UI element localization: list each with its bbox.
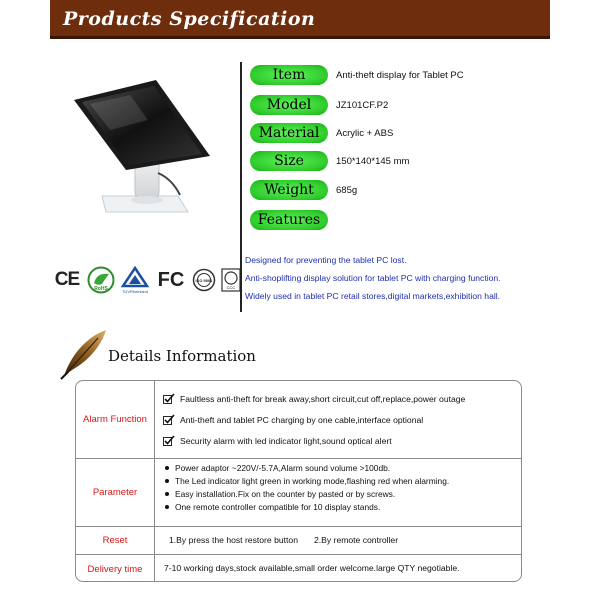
delivery-time-label: Delivery time <box>76 555 155 582</box>
spec-value-weight: 685g <box>336 184 358 196</box>
quill-feather-icon <box>58 328 110 380</box>
check-icon <box>163 393 175 404</box>
delivery-time-value: 7-10 working days,stock available,small order welcome.large QTY negotiable. <box>164 563 460 573</box>
spec-label-material: Material <box>250 123 328 143</box>
ce-mark-logo: CE <box>54 269 80 290</box>
details-information-heading: Details Information <box>108 347 256 365</box>
parameter-item-text: Easy installation.Fix on the counter by pasted or by screws. <box>175 489 396 499</box>
alarm-item-text: Security alarm with led indicator light,sound optical alert <box>180 435 392 446</box>
spec-label-item: Item <box>250 65 328 85</box>
spec-value-item: Anti-theft display for Tablet PC <box>336 69 464 81</box>
ccc-logo <box>221 268 241 292</box>
spec-label-size: Size <box>250 151 328 171</box>
check-icon <box>163 414 175 425</box>
feature-line: Anti-shoplifting display solution for tablet PC with charging function. <box>245 273 501 283</box>
alarm-item-text: Faultless anti-theft for break away,short circuit,cut off,replace,power outage <box>180 393 466 404</box>
reset-option-2: 2.By remote controller <box>314 535 399 545</box>
alarm-item <box>163 414 423 425</box>
spec-label-model: Model <box>250 95 328 115</box>
ccc-text: CCC <box>226 285 236 290</box>
parameter-item <box>165 489 395 499</box>
banner-title: Products Specification <box>63 8 316 30</box>
table-row-reset <box>76 526 521 554</box>
iso-logo <box>192 268 216 292</box>
spec-row-item <box>250 65 464 85</box>
table-row-parameter <box>76 458 521 526</box>
parameter-label: Parameter <box>76 459 155 526</box>
parameter-item <box>165 502 380 512</box>
spec-row-weight <box>250 180 357 200</box>
spec-row-features <box>250 210 328 230</box>
tablet-stand-product-image <box>70 78 220 228</box>
alarm-item-text: Anti-theft and tablet PC charging by one cable,interface optional <box>180 414 424 425</box>
spec-value-material: Acrylic + ABS <box>336 127 394 139</box>
iso-text: ISO 9001 <box>195 278 213 283</box>
parameter-item-text: Power adaptor ~220V/-5.7A,Alarm sound volume >100db. <box>175 463 391 473</box>
bullet-icon <box>165 479 169 483</box>
feature-line: Widely used in tablet PC retail stores,digital markets,exhibition hall. <box>245 291 501 301</box>
spec-row-model <box>250 95 388 115</box>
spec-value-model: JZ101CF.P2 <box>336 99 389 111</box>
tuv-text: TÜVRheinland <box>121 289 149 294</box>
parameter-item-text: The Led indicator light green in working mode,flashing red when alarming. <box>175 476 450 486</box>
spec-value-size: 150*140*145 mm <box>336 155 410 167</box>
parameter-item <box>165 463 390 473</box>
parameter-item <box>165 476 449 486</box>
spec-label-weight: Weight <box>250 180 328 200</box>
reset-label: Reset <box>76 527 155 554</box>
check-icon <box>163 435 175 446</box>
tuv-logo <box>120 266 150 294</box>
feature-line: Designed for preventing the tablet PC lost. <box>245 255 407 265</box>
rohs-logo <box>87 266 115 294</box>
title-banner <box>50 0 550 39</box>
spec-row-material <box>250 123 393 143</box>
alarm-function-label: Alarm Function <box>76 381 155 458</box>
vertical-divider <box>240 62 242 312</box>
bullet-icon <box>165 466 169 470</box>
spec-row-size <box>250 151 409 171</box>
spec-label-features: Features <box>250 210 328 230</box>
alarm-item <box>163 393 465 404</box>
table-row-alarm-function <box>76 381 521 458</box>
reset-option-1: 1.By press the host restore button <box>169 535 298 545</box>
rohs-text: RoHS <box>94 286 108 292</box>
bullet-icon <box>165 505 169 509</box>
certification-logos <box>52 265 246 295</box>
parameter-item-text: One remote controller compatible for 10 display stands. <box>175 502 381 512</box>
table-row-delivery-time <box>76 554 521 582</box>
fcc-logo: FC <box>157 268 185 291</box>
alarm-item <box>163 435 392 446</box>
details-table <box>75 380 522 582</box>
bullet-icon <box>165 492 169 496</box>
